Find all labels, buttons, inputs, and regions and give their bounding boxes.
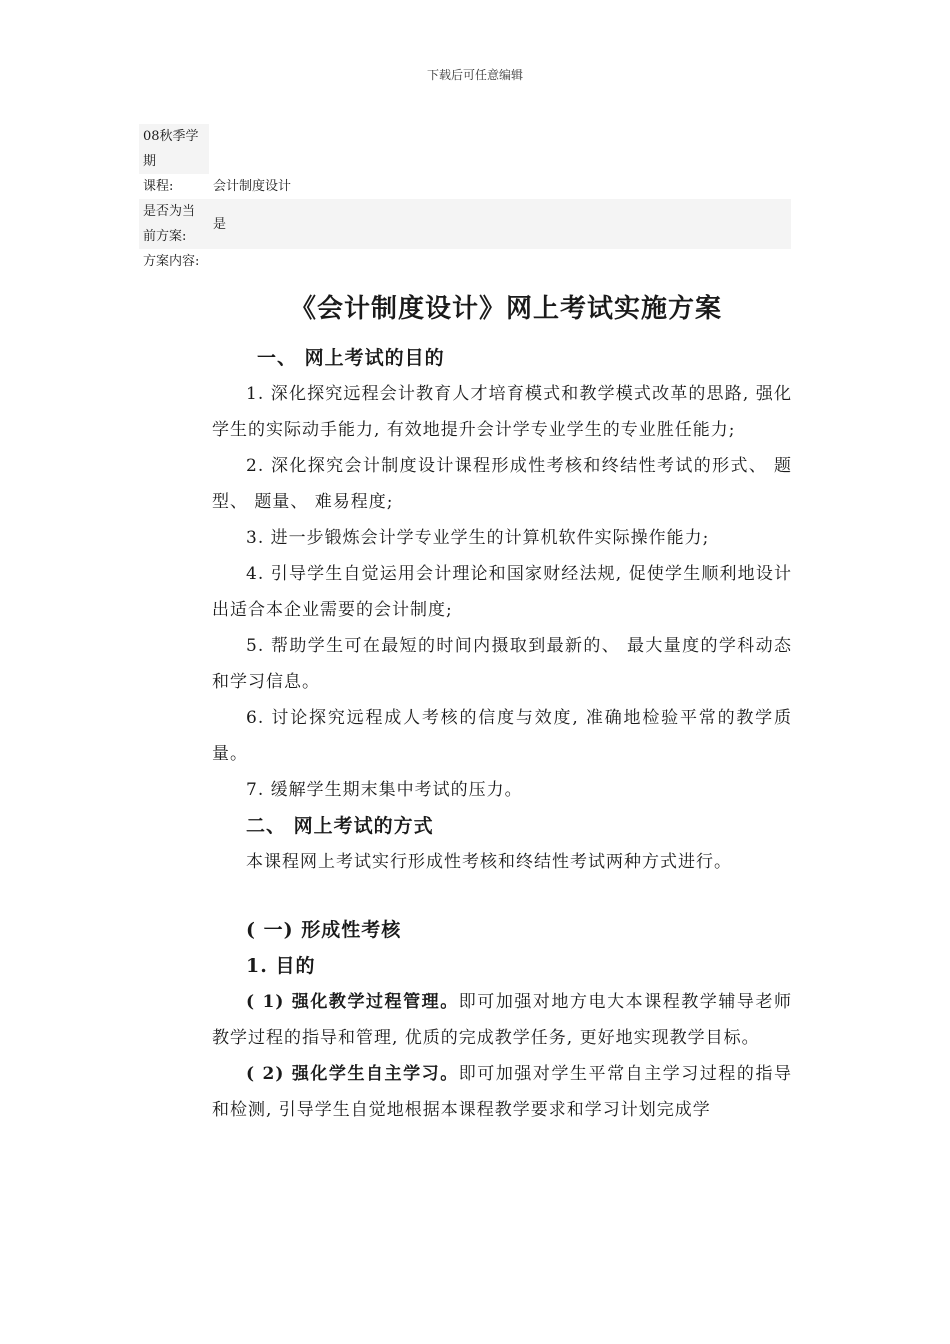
course-label: 课程:: [143, 179, 174, 194]
section2-heading: 二、 网上考试的方式: [246, 815, 434, 837]
purpose1-text: 即可加强对地方电大本课程教学辅导老师教学过程的指导和管理, 优质的完成教学任务, 更好地实现教学目标。: [212, 992, 792, 1048]
meta-row-course: [139, 174, 791, 199]
purpose-heading: 1. 目的: [246, 955, 316, 977]
list-item: 7. 缓解学生期末集中考试的压力。: [246, 780, 523, 800]
list-item: 2. 深化探究会计制度设计课程形成性考核和终结性考试的形式、 题型、 题量、 难易程度;: [212, 456, 792, 512]
list-item: 6. 讨论探究远程成人考核的信度与效度, 准确地检验平常的教学质量。: [212, 708, 792, 764]
course-value: 会计制度设计: [213, 179, 292, 194]
list-item: 3. 进一步锻炼会计学专业学生的计算机软件实际操作能力;: [246, 528, 710, 548]
document-title: 《会计制度设计》网上考试实施方案: [289, 294, 722, 324]
content-label: 方案内容:: [143, 254, 200, 269]
meta-row-semester: [139, 124, 791, 174]
purpose2-paragraph: [212, 1056, 792, 1128]
purpose1-paragraph: [212, 984, 792, 1056]
semester-value: [209, 124, 791, 174]
scheme-meta-table: [139, 124, 791, 274]
header-note: 下载后可任意编辑: [426, 68, 523, 82]
list-item: 1. 深化探究远程会计教育人才培育模式和教学模式改革的思路, 强化学生的实际动手能力, 有效地提升会计学专业学生的专业胜任能力;: [212, 384, 792, 440]
document-body: [212, 340, 792, 1128]
spacer: [212, 880, 792, 912]
meta-row-is-current: [139, 199, 791, 249]
purpose2-text: 即可加强对学生平常自主学习过程的指导和检测, 引导学生自觉地根据本课程教学要求和学习计划完成学: [212, 1064, 792, 1120]
section2-paragraph: 本课程网上考试实行形成性考核和终结性考试两种方式进行。: [246, 852, 732, 872]
list-item: 5. 帮助学生可在最短的时间内摄取到最新的、 最大量度的学科动态和学习信息。: [212, 636, 792, 692]
purpose1-bold: ( 1) 强化教学过程管理。: [246, 992, 459, 1012]
is-current-label: 是否为当前方案:: [143, 204, 196, 244]
section1-heading: 一、 网上考试的目的: [257, 347, 445, 369]
content-value: [209, 249, 791, 274]
is-current-value: 是: [213, 216, 227, 232]
semester-label: 08秋季学期: [139, 124, 209, 174]
list-item: 4. 引导学生自觉运用会计理论和国家财经法规, 促使学生顺利地设计出适合本企业需要的会计制度;: [212, 564, 792, 620]
subsection1-heading: ( 一) 形成性考核: [246, 919, 402, 941]
meta-row-content: [139, 249, 791, 274]
purpose2-bold: ( 2) 强化学生自主学习。: [246, 1064, 459, 1084]
